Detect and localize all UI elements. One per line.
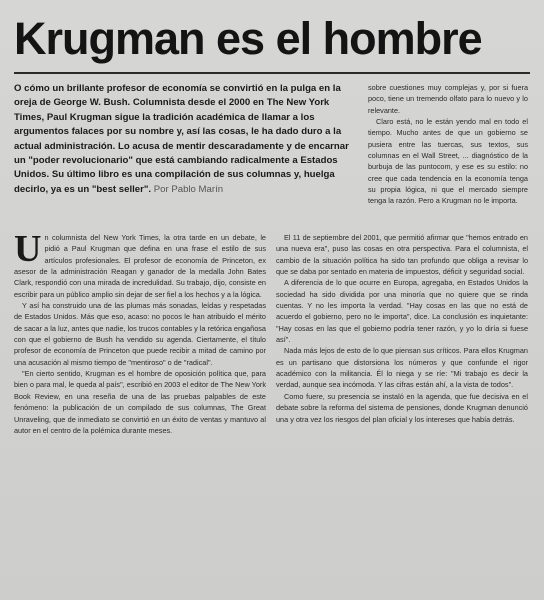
drop-cap: U [14, 232, 42, 270]
paragraph: A diferencia de lo que ocurre en Europa, agregaba, en Estados Unidos la sociedad ha sido dividida por una minoría que no quiere que se rinda cuentas. Y no les importa la verdad. "Hay cosas en las que no está de acuerdo el gobierno, pero no le importa", dice. La conclusión es inquietante: "Hay cosas en las que el gobierno podría tener razón, y yo lo diría si fuese así". [276, 278, 528, 345]
paragraph: Como fuere, su presencia se instaló en la agenda, que fue decisiva en el debate sobre la reforma del sistema de pensiones, donde Krugman denunció una y otra vez los riesgos del plan oficial y los intereses que había detrás. [276, 391, 528, 424]
headline-rule [14, 72, 530, 74]
column-right [276, 232, 528, 592]
column-left [14, 232, 266, 592]
column-right-top [368, 82, 528, 232]
article-lead [14, 82, 356, 197]
paragraph-text: n columnista del New York Times, la otra tarde en un debate, le pidió a Paul Krugman que defina en una frase el estilo de sus artículos profesionales. El profesor de economía de Princeton, ex asesor de la administración Reagan y ganador de la medalla John Bates Clark, respondió con una mirada de incredulidad. Su trabajo, dijo, consiste en escribir para un público amplio sin dejar de ser fiel a los hechos y a la lógica. [14, 233, 266, 299]
article-byline: Por Pablo Marín [153, 183, 224, 195]
paragraph: Nada más lejos de esto de lo que piensan sus críticos. Para ellos Krugman es un partisano que distorsiona los números y que confunde el rigor académico con la militancia. Él lo niega y se ríe: "Mi trabajo es decir la verdad, aunque sea incómoda. Y las cifras están ahí, a la vista de todos". [276, 346, 528, 390]
paragraph: Claro está, no le están yendo mal en todo el tiempo. Mucho antes de que un gobierno se pusiera entre las tuercas, sus textos, sus columnas en el Wall Street, ... diagnóstico de la burbuja de las puntocom, y ese es su estilo: no cree que cada tendencia en la economía tenga su propia lógica, ni que el mercado siempre tenga la razón. Pero a Krugman no le importa. [368, 117, 528, 206]
lead-text: O cómo un brillante profesor de economía se convirtió en la pulga en la oreja de George W. Bush. Columnista desde el 2000 en The New York Times, Paul Krugman sigue la tradición académica de llamar a los argumentos falaces por su nombre y, así las cosas, le ha dado duro a la actual administración. Lo acusa de mentir descaradamente y de encarnar un "poder revolucionario" que está cambiando radicalmente a Estados Unidos. Su último libro es una compilación de sus columnas y, huelga decirlo, ya es un "best seller". [14, 83, 349, 195]
paragraph: El 11 de septiembre del 2001, que permitió afirmar que "hemos entrado en una nueva era", puso las cosas en otra perspectiva. Para el columnista, el cambio de la situación política ha sido tan profundo que obliga a revisar lo que se daba por sentado en materia de impuestos, déficit y seguridad social. [276, 233, 528, 277]
paragraph: sobre cuestiones muy complejas y, por si fuera poco, tiene un tremendo olfato para lo nuevo y lo relevante. [368, 83, 528, 115]
article-headline: Krugman es el hombre [14, 13, 482, 64]
paragraph [14, 232, 266, 300]
paragraph: "En cierto sentido, Krugman es el hombre de oposición política que, para bien o para mal, le queda al país", escribió en 2003 el editor de The New York Book Review, en una reseña de una de las pruebas palpables de este fenómeno: la publicación de un compilado de sus columnas, The Great Unraveling, que de inmediato se convirtió en un éxito de ventas y mantuvo al autor en el centro de la polémica durante meses. [14, 369, 266, 435]
paragraph: Y así ha construido una de las plumas más sonadas, leídas y respetadas de Estados Unidos. Más que eso, acaso: no pocos le han atribuido el mérito de sacar a la luz, antes que nadie, los trucos contables y la retórica engañosa con que el gobierno de Bush ha vendido su agenda. Ciertamente, el título profesor de economía de Princeton que puede recibir a mitad de camino por una acusación al mismo tiempo de "mentiroso" o de "radical". [14, 301, 266, 367]
